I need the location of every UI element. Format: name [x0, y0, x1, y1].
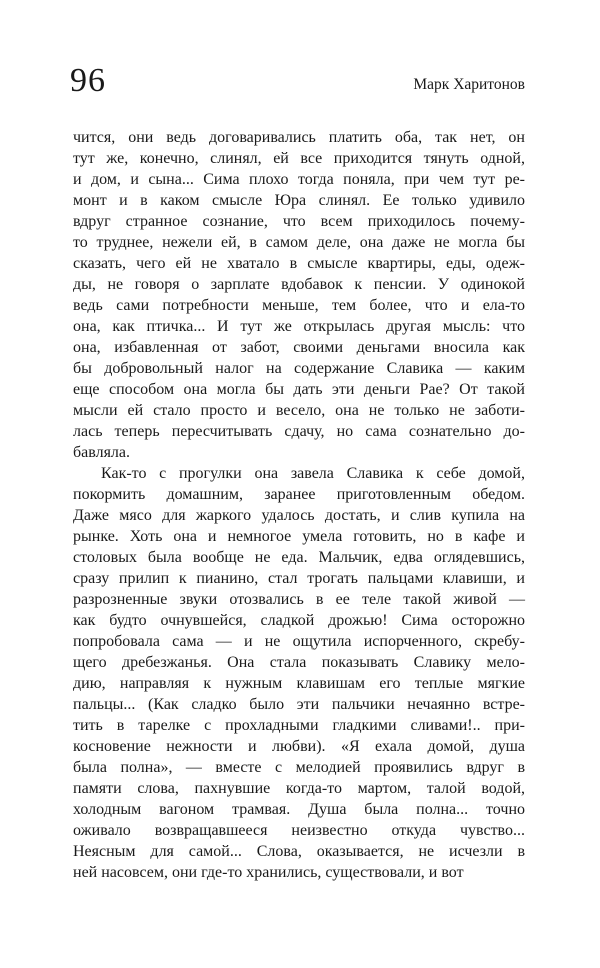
- text-line: монт и в каком смысле Юра слинял. Ее только удивило: [73, 192, 525, 209]
- text-line: бы добровольный налог на содержание Славика — каким: [73, 360, 525, 377]
- text-line: то труднее, нежели ей, в самом деле, она даже не могла бы: [73, 234, 525, 251]
- text-line: Неясным для самой... Слова, оказывается, не исчезли в: [73, 843, 525, 860]
- text-line: ды, не говоря о зарплате вдобавок к пенсии. У одинокой: [73, 276, 525, 293]
- text-line: лась теперь пересчитывать сдачу, но сама сознательно до-: [73, 423, 525, 440]
- text-line: ведь сами потребности меньше, тем более, что и ела-то: [73, 297, 525, 314]
- text-line: была полна», — вместе с мелодией проявились вдруг в: [73, 759, 525, 776]
- text-line: холодным вагоном трамвая. Душа была полна... точно: [73, 801, 525, 818]
- text-line: щего дребезжанья. Она стала показывать Славику мело-: [73, 654, 525, 671]
- paragraph: [73, 127, 525, 463]
- text-line: разрозненные звуки отозвались в ее теле такой живой —: [73, 591, 525, 608]
- text-line: она, избавленная от забот, своими деньгами вносила как: [73, 339, 525, 356]
- body-text: [73, 127, 525, 883]
- text-line: тут же, конечно, слинял, ей все приходится тянуть одной,: [73, 150, 525, 167]
- text-line: Даже мясо для жаркого удалось достать, и слив купила на: [73, 507, 525, 524]
- text-line: дию, направляя к нужным клавишам его теплые мягкие: [73, 675, 525, 692]
- page-number: 96: [70, 62, 106, 99]
- text-line: сразу прилип к пианино, стал трогать пальцами клавиши, и: [73, 570, 525, 587]
- text-line: она, как птичка... И тут же открылась другая мысль: что: [73, 318, 525, 335]
- text-line: мысли ей стало просто и весело, она не только не заботи-: [73, 402, 525, 419]
- text-line: еще способом она могла бы дать эти деньги Рае? От такой: [73, 381, 525, 398]
- text-line: и дом, и сына... Сима плохо тогда поняла, при чем тут ре-: [73, 171, 525, 188]
- text-line: чится, они ведь договаривались платить оба, так нет, он: [73, 129, 525, 146]
- text-line: сказать, чего ей не хватало в смысле квартиры, еды, одеж-: [73, 255, 525, 272]
- text-line: оживало возвращавшееся неизвестно откуда чувство...: [73, 822, 525, 839]
- text-line: покормить домашним, заранее приготовленным обедом.: [73, 486, 525, 503]
- text-line: попробовала сама — и не ощутила испорченного, скребу-: [73, 633, 525, 650]
- text-line: Как-то с прогулки она завела Славика к себе домой,: [101, 465, 525, 482]
- running-head-author: Марк Харитонов: [413, 76, 525, 93]
- text-line: бавляла.: [73, 444, 131, 461]
- text-line: рынке. Хоть она и немногое умела готовить, но в кафе и: [73, 528, 525, 545]
- text-line: памяти слова, пахнувшие когда-то мартом, талой водой,: [73, 780, 525, 797]
- paragraph: [73, 463, 525, 883]
- text-line: как будто очнувшейся, сладкой дрожью! Сима осторожно: [73, 612, 525, 629]
- text-line: косновение нежности и любви). «Я ехала домой, душа: [73, 738, 525, 755]
- text-line: столовых была вообще не еда. Мальчик, едва оглядевшись,: [73, 549, 525, 566]
- text-line: ней насовсем, они где-то хранились, существовали, и вот: [73, 864, 464, 881]
- text-line: тить в тарелке с прохладными гладкими сливами!.. при-: [73, 717, 525, 734]
- text-line: пальцы... (Как сладко было эти пальчики нечаянно встре-: [73, 696, 525, 713]
- text-line: вдруг странное сознание, что всем приходилось почему-: [73, 213, 525, 230]
